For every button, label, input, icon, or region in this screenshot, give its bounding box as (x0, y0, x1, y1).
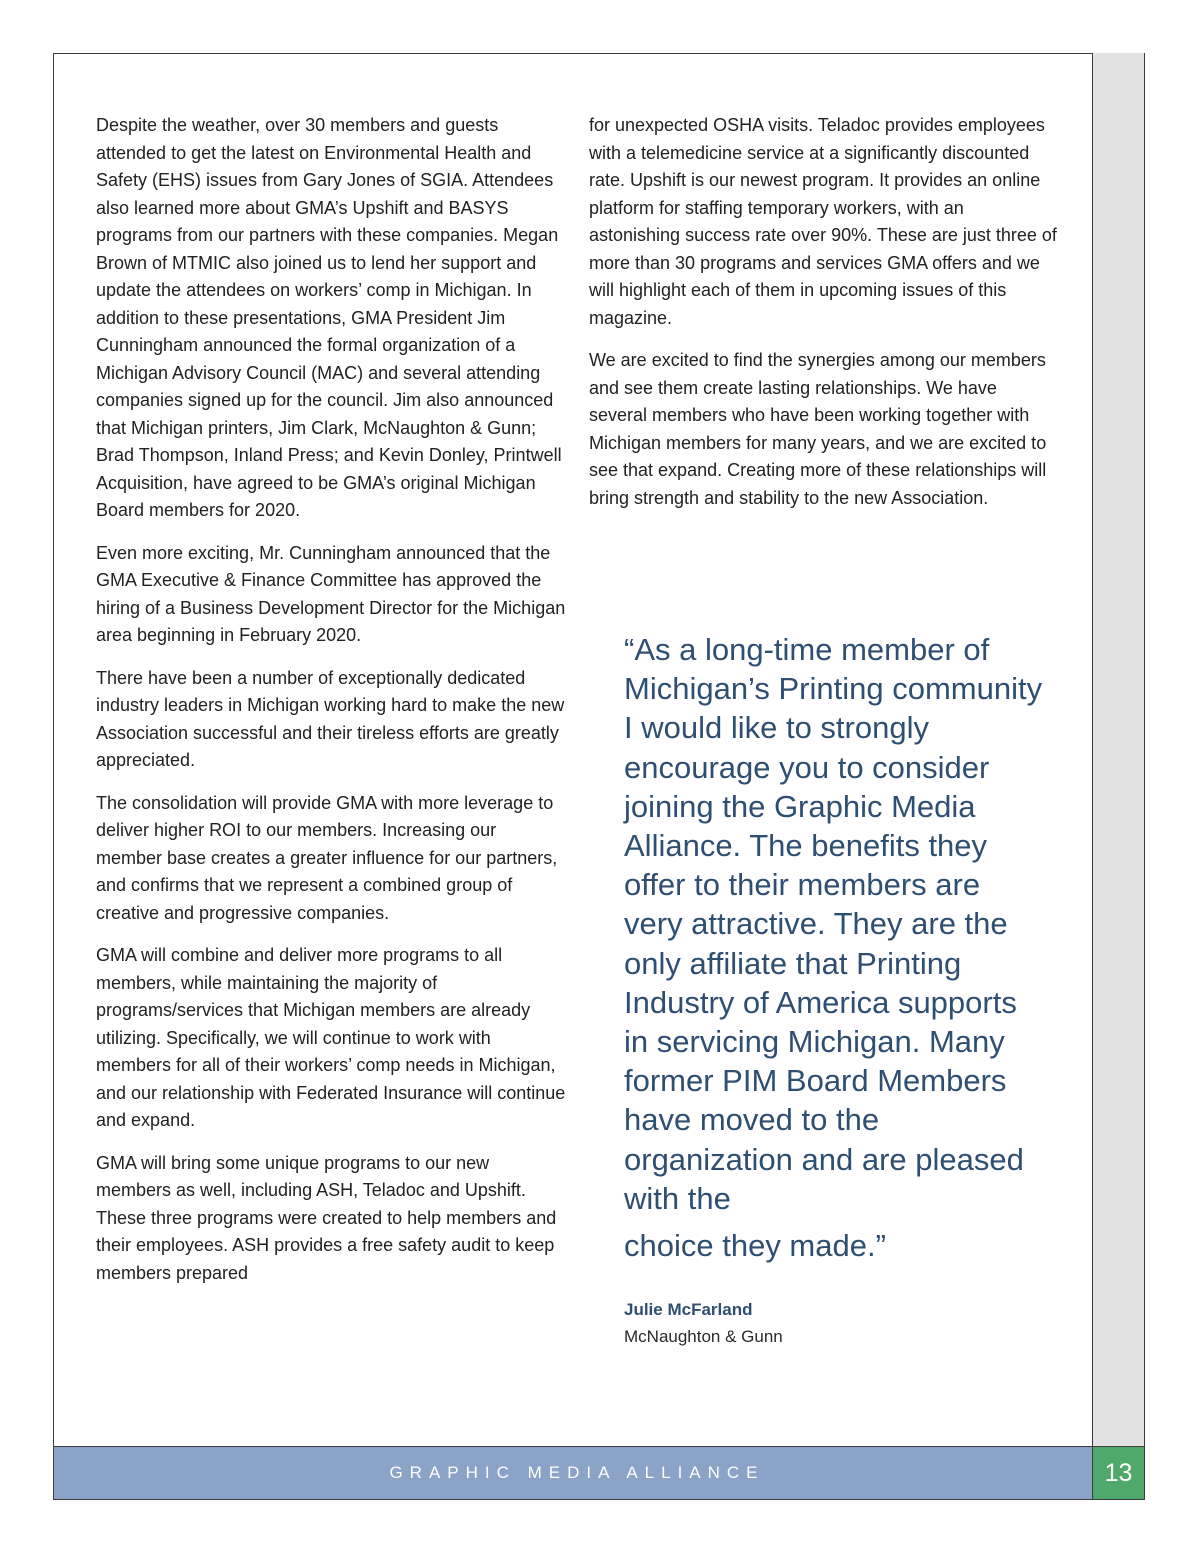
body-paragraph: GMA will combine and deliver more programs to all members, while maintaining the majority of programs/services that Michigan members are already utilizing. Specifically, we will continue to work with members for all of their workers’ comp needs in Michigan, and our relationship with Federated Insurance will continue and expand. (96, 945, 566, 1130)
pull-quote-last-line: choice they made.” (624, 1228, 886, 1264)
pull-quote (624, 630, 1044, 1265)
footer-band (53, 1446, 1093, 1500)
side-margin-strip (1092, 53, 1145, 1447)
body-paragraph: We are excited to find the synergies among our members and see them create lasting relationships. We have several members who have been working together with Michigan members for many years, and we are excited to see that expand. Creating more of these relationships will bring strength and stability to the new Association. (589, 350, 1047, 508)
right-column (589, 112, 1059, 527)
pull-quote-text: “As a long-time member of Michigan’s Printing community I would like to strongly encourage you to consider joining the Graphic Media Alliance. The benefits they offer to their members are very attractive. They are the only affiliate that Printing Industry of America supports in servicing Michigan. Many former PIM Board Members have moved to the organization and are pleased with the (624, 632, 1043, 1216)
body-paragraph: Despite the weather, over 30 members and guests attended to get the latest on Environmental Health and Safety (EHS) issues from Gary Jones of SGIA. Attendees also learned more about GMA’s Upshift and BASYS programs from our partners with these companies. Megan Brown of MTMIC also joined us to lend her support and update the attendees on workers’ comp in Michigan. In addition to these presentations, GMA President Jim Cunningham announced the formal organization of a Michigan Advisory Council (MAC) and several attending companies signed up for the council. Jim also announced that Michigan printers, Jim Clark, McNaughton & Gunn; Brad Thompson, Inland Press; and Kevin Donley, Printwell Acquisition, have agreed to be GMA’s original Michigan Board members for 2020. (96, 115, 562, 520)
body-paragraph: The consolidation will provide GMA with more leverage to deliver higher ROI to our members. Increasing our member base creates a greater influence for our partners, and confirms that we represent a combined group of creative and progressive companies. (96, 792, 558, 923)
body-paragraph: for unexpected OSHA visits. Teladoc provides employees with a telemedicine service at a significantly discounted rate. Upshift is our newest program. It provides an online platform for staffing temporary workers, with an astonishing success rate over 90%. These are just three of more than 30 programs and services GMA offers and we will highlight each of them in upcoming issues of this magazine. (589, 115, 1057, 328)
left-column (96, 112, 566, 1302)
body-paragraph: Even more exciting, Mr. Cunningham announced that the GMA Executive & Finance Committee has approved the hiring of a Business Development Director for the Michigan area beginning in February 2020. (96, 542, 566, 645)
body-paragraph: There have been a number of exceptionally dedicated industry leaders in Michigan working hard to make the new Association successful and their tireless efforts are greatly appreciated. (96, 667, 565, 770)
page-number: 13 (1104, 1458, 1133, 1487)
page-number-box (1092, 1446, 1145, 1500)
quote-author-name: Julie McFarland (624, 1300, 753, 1319)
body-paragraph: GMA will bring some unique programs to our new members as well, including ASH, Teladoc and Upshift. These three programs were created to help members and their employees. ASH provides a free safety audit to keep members prepared (96, 1152, 557, 1283)
quote-author-organization: McNaughton & Gunn (624, 1327, 783, 1346)
footer-title: GRAPHIC MEDIA ALLIANCE (389, 1463, 765, 1482)
